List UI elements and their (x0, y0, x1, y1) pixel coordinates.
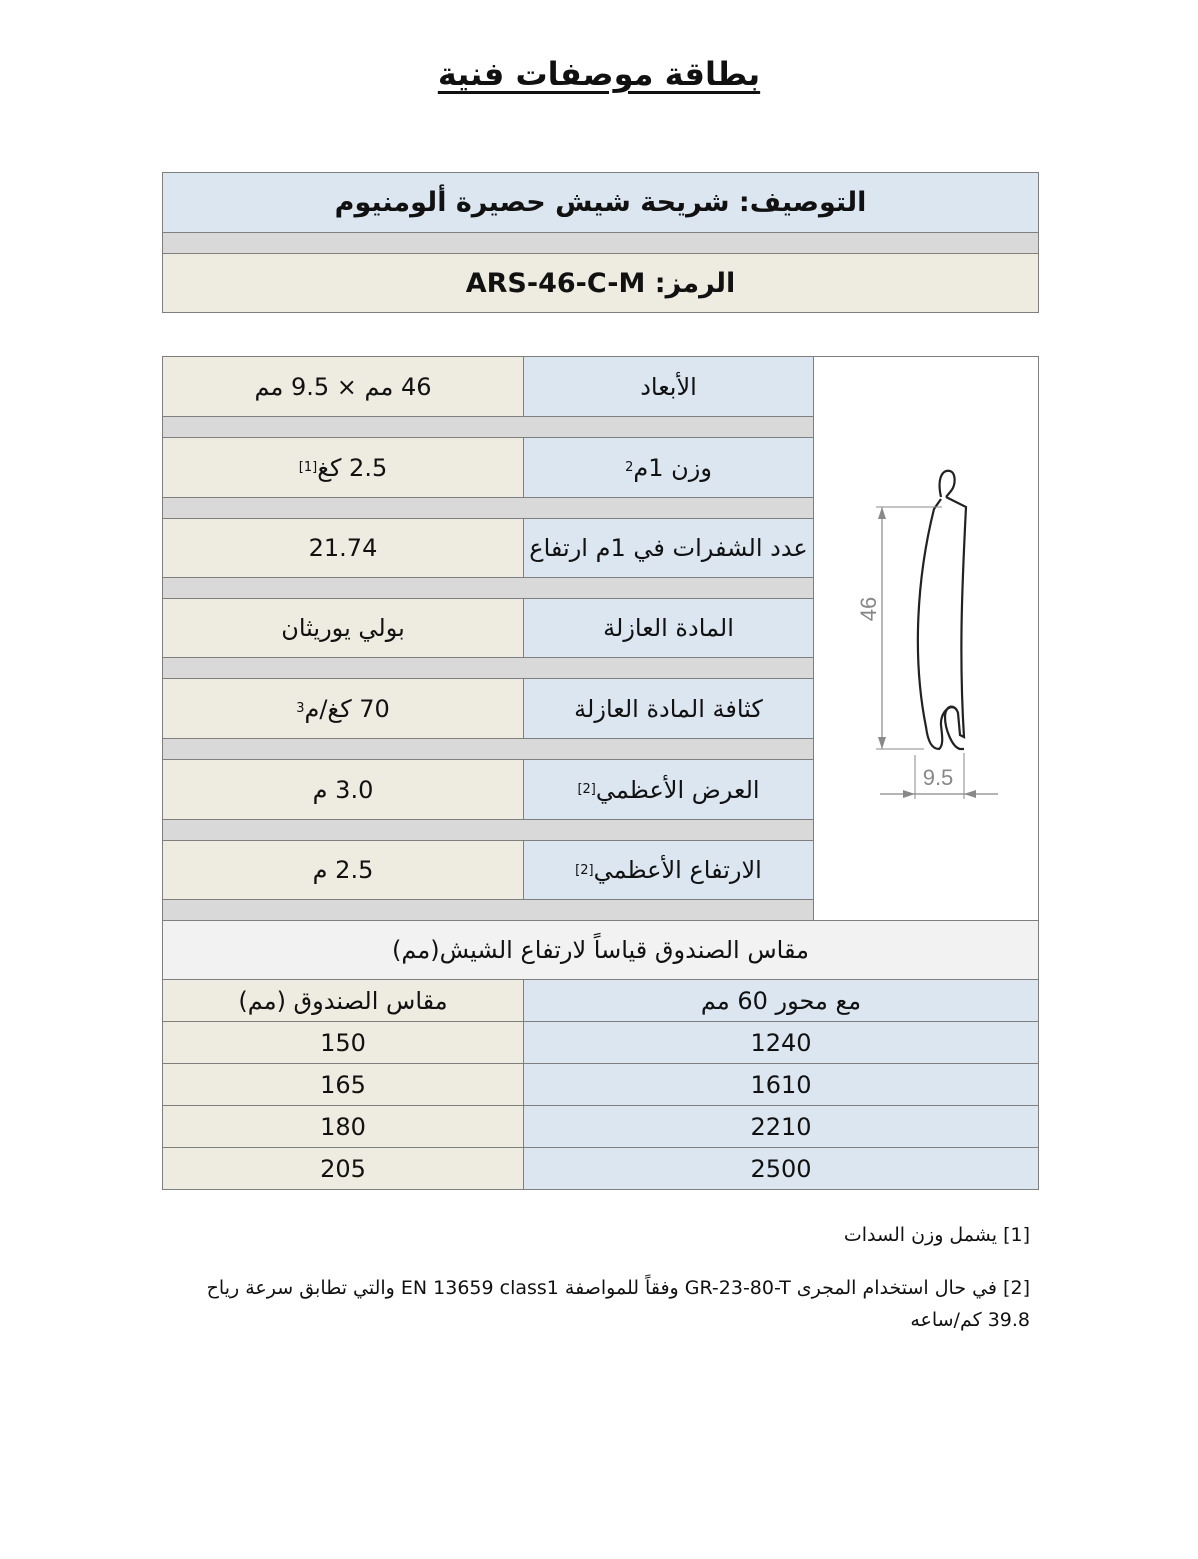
code-cell (162, 253, 1039, 313)
row-spacer (162, 657, 814, 679)
box-size-cell: 205 (162, 1147, 524, 1190)
spec-label: عدد الشفرات في 1م ارتفاع (523, 518, 814, 578)
hook-top (940, 471, 955, 497)
row-spacer (162, 497, 814, 519)
profile-diagram-cell (813, 356, 1039, 921)
spec-label: الارتفاع الأعظمي [2] (523, 840, 814, 900)
header-spacer (162, 232, 1039, 254)
spec-value: 21.74 (162, 518, 524, 578)
row-spacer (162, 899, 814, 921)
spec-label: وزن 1م 2 (523, 437, 814, 498)
arrow-left (964, 790, 976, 798)
box-col-header: مقاس الصندوق (مم) (162, 979, 524, 1022)
spec-value: بولي يوريثان (162, 598, 524, 658)
box-table-title: مقاس الصندوق قياساً لارتفاع الشيش(مم) (162, 920, 1039, 980)
arrow-right (903, 790, 915, 798)
code-label: الرمز: (654, 267, 736, 299)
axis-col-header: مع محور 60 مم (523, 979, 1039, 1022)
arrow-down (878, 737, 886, 749)
footnote-1: [1] يشمل وزن السدات (843, 1224, 1030, 1246)
axis-height-cell: 2500 (523, 1147, 1039, 1190)
spec-label: كثافة المادة العازلة (523, 678, 814, 739)
box-size-cell: 150 (162, 1021, 524, 1064)
page-title: بطاقة موصفات فنية (437, 55, 761, 93)
row-spacer (162, 738, 814, 760)
row-spacer (162, 819, 814, 841)
row-spacer (162, 577, 814, 599)
axis-height-cell: 1240 (523, 1021, 1039, 1064)
profile-outer (945, 497, 966, 749)
box-size-cell: 165 (162, 1063, 524, 1106)
slat-profile-drawing (814, 357, 1040, 922)
row-spacer (162, 416, 814, 438)
spec-value: 70 كغ/م 3 (162, 678, 524, 739)
arrow-up (878, 507, 886, 519)
box-size-cell: 180 (162, 1105, 524, 1148)
spec-label: العرض الأعظمي [2] (523, 759, 814, 820)
width-label: 9.5 (922, 765, 954, 790)
spec-value: 2.5 م (162, 840, 524, 900)
spec-label: الأبعاد (523, 356, 814, 417)
footnote-2: [2] في حال استخدام المجرى GR-23-80-T وفقاً للمواصفة EN 13659 class1 والتي تطابق سرعة رياح 39.8 كم/ساعه (206, 1277, 1030, 1331)
description-cell (162, 172, 1039, 233)
spec-value: 46 مم × 9.5 مم (162, 356, 524, 417)
profile-inner (918, 499, 956, 749)
code-value: ARS-46-C-M (465, 267, 646, 299)
spec-value: 3.0 م (162, 759, 524, 820)
axis-height-cell: 2210 (523, 1105, 1039, 1148)
axis-height-cell: 1610 (523, 1063, 1039, 1106)
description-text: التوصيف: شريحة شيش حصيرة ألومنيوم (334, 187, 867, 218)
spec-value: 2.5 كغ [1] (162, 437, 524, 498)
height-label: 46 (856, 596, 881, 622)
spec-label: المادة العازلة (523, 598, 814, 658)
